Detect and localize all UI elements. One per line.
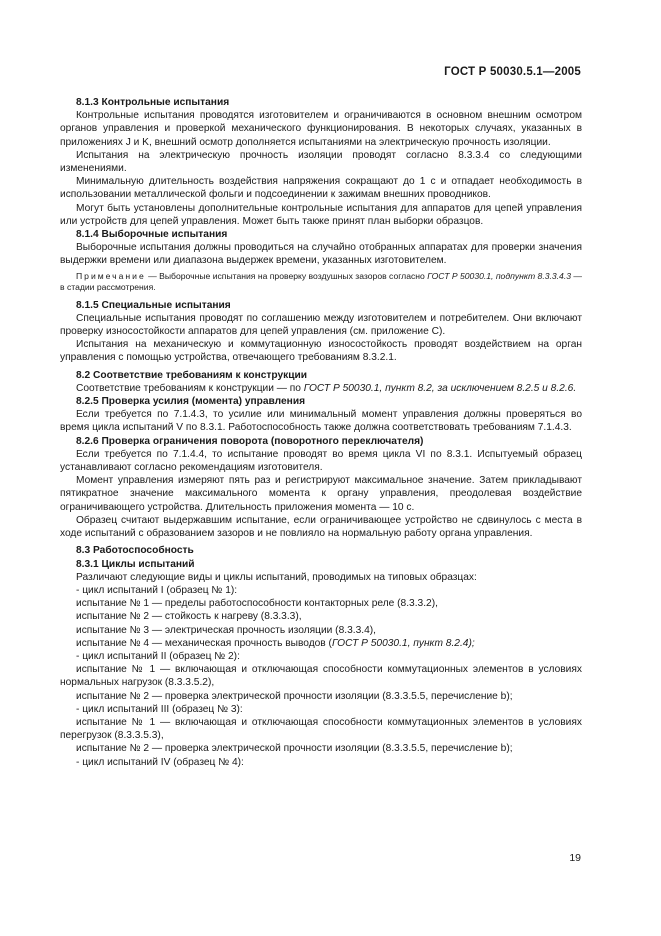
list-item: - цикл испытаний IV (образец № 4): [76, 756, 244, 768]
note-text: — в стадии рассмотрения. [60, 270, 582, 293]
list-item: испытание № 2 — стойкость к нагреву (8.3.3.3), [76, 611, 302, 623]
list-item [60, 637, 582, 650]
paragraph: Момент управления измеряют пять раз и регистрируют максимальное значение. Затем прикладывают пятикратное значение максимального момента к органу управления, преодолевая воздействие ограничивающего устройства. Длительность приложения момента — 10 с. [60, 475, 582, 513]
paragraph [60, 382, 582, 395]
list-item: испытание № 2 — проверка электрической прочности изоляции (8.3.3.5.5, перечисление b); [76, 743, 513, 755]
paragraph: Выборочные испытания должны проводиться на случайно отобранных аппаратах для проверки значения выдержки времени или диапазона выдержек времени, указанных изготовителем. [60, 242, 582, 267]
page-number: 19 [569, 852, 581, 864]
list-item: испытание № 3 — электрическая прочность изоляции (8.3.3.4), [76, 624, 376, 636]
heading-8-2: 8.2 Соответствие требованиям к конструкции [76, 369, 308, 381]
list-item: - цикл испытаний III (образец № 3): [76, 703, 243, 715]
paragraph: Различают следующие виды и циклы испытаний, проводимых на типовых образцах: [76, 571, 477, 583]
paragraph: Специальные испытания проводят по соглашению между изготовителем и потребителем. Они включают проверку износостойкости аппаратов для цепей управления (см. приложение С). [60, 312, 582, 338]
standard-reference: ГОСТ Р 50030.1, пункт 8.2.4); [331, 637, 475, 649]
paragraph-text: Соответствие требованиям к конструкции — по [76, 382, 304, 394]
note [60, 271, 582, 294]
heading-8-2-5: 8.2.5 Проверка усилия (момента) управления [76, 396, 306, 408]
note-reference: ГОСТ Р 50030.1, подпункт 8.3.3.4.3 [427, 270, 571, 281]
paragraph: Минимальную длительность воздействия напряжения сокращают до 1 с и отпадает необходимость в использовании металлической фольги и подсоединении к зажимам внешних проводников. [60, 176, 582, 201]
standard-reference: ГОСТ Р 50030.1, пункт 8.2, за исключением 8.2.5 и 8.2.6. [303, 382, 577, 394]
paragraph: Испытания на механическую и коммутационную износостойкость проводят воздействием на орган управления с помощью устройства, отвечающего требованиям 8.3.2.1. [60, 339, 582, 364]
note-label: Примечание [76, 270, 146, 281]
list-item: - цикл испытаний I (образец № 1): [76, 584, 238, 596]
paragraph: Образец считают выдержавшим испытание, если ограничивающее устройство не сдвинулось с места в ходе испытаний с образованием зазоров и не повлияло на нормальную работу органа управления. [60, 514, 582, 540]
list-item: - цикл испытаний II (образец № 2): [76, 650, 240, 662]
paragraph: Могут быть установлены дополнительные контрольные испытания для аппаратов для цепей управления или устройств для цепей управления. Может быть также принят план выборки образцов. [60, 202, 582, 227]
heading-8-2-6: 8.2.6 Проверка ограничения поворота (поворотного переключателя) [76, 435, 424, 447]
list-item: испытание № 1 — включающая и отключающая способности коммутационных элементов в условиях перегрузок (8.3.3.5.3), [60, 716, 582, 742]
list-item: испытание № 1 — пределы работоспособности контакторных реле (8.3.3.2), [76, 598, 438, 610]
note-text: — Выборочные испытания на проверку воздушных зазоров согласно [145, 270, 428, 281]
heading-8-1-5: 8.1.5 Специальные испытания [76, 299, 231, 311]
paragraph: Если требуется по 7.1.4.4, то испытание проводят во время цикла VI по 8.3.1. Испытуемый образец устанавливают согласно рекомендациям изготовителя. [60, 448, 582, 474]
paragraph: Испытания на электрическую прочность изоляции проводят согласно 8.3.3.4 со следующими изменениями. [60, 149, 582, 175]
heading-8-1-4: 8.1.4 Выборочные испытания [76, 229, 228, 241]
list-item-text: испытание № 4 — механическая прочность выводов ( [76, 637, 332, 649]
heading-8-3: 8.3 Работоспособность [76, 545, 194, 557]
heading-8-1-3: 8.1.3 Контрольные испытания [76, 97, 230, 108]
document-body [60, 96, 582, 769]
paragraph: Контрольные испытания проводятся изготовителем и ограничиваются в основном внешним осмотром органов управления и проверкой механического функционирования. В некоторых случаях, указанных в приложениях J и K, внешний осмотр дополняется испытаниями на электрическую прочность изоляции. [60, 110, 582, 148]
document-code-header: ГОСТ Р 50030.5.1—2005 [444, 66, 581, 78]
paragraph: Если требуется по 7.1.4.3, то усилие или минимальный момент управления должны проверяться во время цикла испытаний V по 8.3.1. Работоспособность также должна соответствовать требованиям 7.1.4.3. [60, 409, 582, 434]
heading-8-3-1: 8.3.1 Циклы испытаний [76, 558, 195, 570]
list-item: испытание № 2 — проверка электрической прочности изоляции (8.3.3.5.5, перечисление b); [76, 690, 513, 702]
list-item: испытание № 1 — включающая и отключающая способности коммутационных элементов в условиях нормальных нагрузок (8.3.3.5.2), [60, 664, 582, 689]
